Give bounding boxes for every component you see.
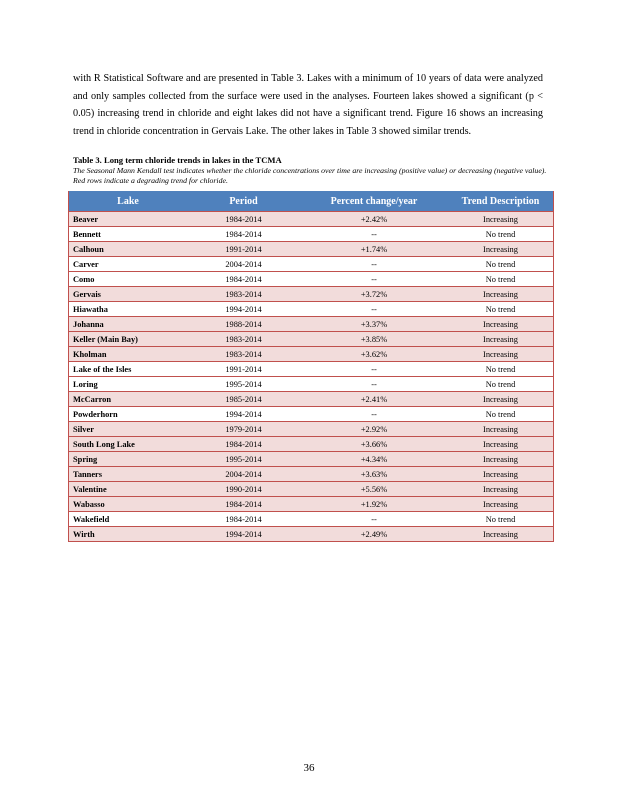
lake-cell: Loring (69, 377, 188, 392)
trend-cell: Increasing (448, 527, 554, 542)
percent-change-cell: -- (300, 227, 448, 242)
table-row (69, 332, 554, 347)
table-caption-note: The Seasonal Mann Kendall test indicates whether the chloride concentrations over time are increasing (positive value) or decreasing (negative value). Red rows indicate a degrading trend for chloride. (73, 166, 547, 185)
period-cell: 1991-2014 (187, 242, 300, 257)
period-cell: 1984-2014 (187, 272, 300, 287)
lake-cell: Silver (69, 422, 188, 437)
table-row (69, 452, 554, 467)
trend-cell: Increasing (448, 392, 554, 407)
body-paragraph: with R Statistical Software and are presented in Table 3. Lakes with a minimum of 10 years of data were analyzed and only samples collected from the surface were used in the analyses. Fourteen lakes showed a significant (p < 0.05) increasing trend in chloride and eight lakes did not have a significant trend. Figure 16 shows an increasing trend in chloride concentration in Gervais Lake. The other lakes in Table 3 showed similar trends. (73, 73, 543, 137)
period-cell: 1990-2014 (187, 482, 300, 497)
period-cell: 1984-2014 (187, 227, 300, 242)
percent-change-cell: -- (300, 377, 448, 392)
table-caption-title: Table 3. Long term chloride trends in lakes in the TCMA (73, 155, 282, 165)
trend-cell: No trend (448, 512, 554, 527)
period-cell: 1983-2014 (187, 287, 300, 302)
table-row (69, 437, 554, 452)
period-cell: 1984-2014 (187, 512, 300, 527)
percent-change-cell: +2.41% (300, 392, 448, 407)
percent-change-cell: -- (300, 257, 448, 272)
percent-change-cell: +3.63% (300, 467, 448, 482)
period-cell: 1994-2014 (187, 407, 300, 422)
page-number: 36 (303, 762, 315, 774)
lake-cell: Wirth (69, 527, 188, 542)
trend-cell: Increasing (448, 287, 554, 302)
percent-change-cell: -- (300, 302, 448, 317)
trend-cell: Increasing (448, 497, 554, 512)
period-cell: 1985-2014 (187, 392, 300, 407)
table-row (69, 482, 554, 497)
period-cell: 2004-2014 (187, 257, 300, 272)
period-cell: 1984-2014 (187, 437, 300, 452)
percent-change-cell: +3.37% (300, 317, 448, 332)
lake-cell: Powderhorn (69, 407, 188, 422)
trend-cell: No trend (448, 407, 554, 422)
lake-cell: Keller (Main Bay) (69, 332, 188, 347)
lake-cell: Kholman (69, 347, 188, 362)
table-row (69, 377, 554, 392)
lake-cell: Tanners (69, 467, 188, 482)
period-cell: 1983-2014 (187, 332, 300, 347)
table-header-row (69, 191, 554, 212)
table-row (69, 347, 554, 362)
header-period: Period (187, 191, 300, 212)
period-cell: 1994-2014 (187, 527, 300, 542)
period-cell: 2004-2014 (187, 467, 300, 482)
lake-cell: Como (69, 272, 188, 287)
period-cell: 1991-2014 (187, 362, 300, 377)
period-cell: 1983-2014 (187, 347, 300, 362)
trend-cell: Increasing (448, 452, 554, 467)
percent-change-cell: -- (300, 407, 448, 422)
trend-cell: No trend (448, 362, 554, 377)
trend-cell: Increasing (448, 482, 554, 497)
percent-change-cell: +1.74% (300, 242, 448, 257)
lake-cell: Bennett (69, 227, 188, 242)
percent-change-cell: +4.34% (300, 452, 448, 467)
percent-change-cell: +3.85% (300, 332, 448, 347)
percent-change-cell: -- (300, 272, 448, 287)
trend-cell: Increasing (448, 242, 554, 257)
lake-cell: Carver (69, 257, 188, 272)
table-row (69, 317, 554, 332)
period-cell: 1995-2014 (187, 377, 300, 392)
table-row (69, 422, 554, 437)
trend-cell: No trend (448, 302, 554, 317)
header-lake: Lake (69, 191, 188, 212)
period-cell: 1994-2014 (187, 302, 300, 317)
lake-cell: Wabasso (69, 497, 188, 512)
lake-cell: Johanna (69, 317, 188, 332)
header-percent-change: Percent change/year (300, 191, 448, 212)
table-row (69, 512, 554, 527)
percent-change-cell: +1.92% (300, 497, 448, 512)
trend-cell: Increasing (448, 422, 554, 437)
table-row (69, 302, 554, 317)
table-row (69, 242, 554, 257)
lake-cell: South Long Lake (69, 437, 188, 452)
table-row (69, 212, 554, 227)
percent-change-cell: +5.56% (300, 482, 448, 497)
period-cell: 1979-2014 (187, 422, 300, 437)
percent-change-cell: -- (300, 362, 448, 377)
percent-change-cell: +2.42% (300, 212, 448, 227)
trend-cell: Increasing (448, 332, 554, 347)
lake-cell: Beaver (69, 212, 188, 227)
trend-cell: Increasing (448, 317, 554, 332)
table-row (69, 527, 554, 542)
trend-cell: Increasing (448, 347, 554, 362)
lake-cell: Calhoun (69, 242, 188, 257)
trend-cell: No trend (448, 377, 554, 392)
lake-cell: Hiawatha (69, 302, 188, 317)
trend-cell: Increasing (448, 467, 554, 482)
trend-cell: Increasing (448, 212, 554, 227)
lake-cell: Spring (69, 452, 188, 467)
trend-cell: No trend (448, 272, 554, 287)
table-row (69, 497, 554, 512)
table-row (69, 362, 554, 377)
percent-change-cell: +3.66% (300, 437, 448, 452)
table-row (69, 227, 554, 242)
table-row (69, 272, 554, 287)
lake-cell: Valentine (69, 482, 188, 497)
chloride-trend-table (68, 191, 554, 542)
table-row (69, 392, 554, 407)
percent-change-cell: -- (300, 512, 448, 527)
table-row (69, 287, 554, 302)
lake-cell: McCarron (69, 392, 188, 407)
period-cell: 1984-2014 (187, 212, 300, 227)
trend-cell: Increasing (448, 437, 554, 452)
period-cell: 1984-2014 (187, 497, 300, 512)
percent-change-cell: +2.92% (300, 422, 448, 437)
trend-cell: No trend (448, 257, 554, 272)
period-cell: 1995-2014 (187, 452, 300, 467)
lake-cell: Lake of the Isles (69, 362, 188, 377)
table-row (69, 407, 554, 422)
trend-cell: No trend (448, 227, 554, 242)
percent-change-cell: +3.72% (300, 287, 448, 302)
percent-change-cell: +2.49% (300, 527, 448, 542)
header-trend-description: Trend Description (448, 191, 554, 212)
lake-cell: Gervais (69, 287, 188, 302)
table-row (69, 257, 554, 272)
percent-change-cell: +3.62% (300, 347, 448, 362)
lake-cell: Wakefield (69, 512, 188, 527)
table-row (69, 467, 554, 482)
period-cell: 1988-2014 (187, 317, 300, 332)
